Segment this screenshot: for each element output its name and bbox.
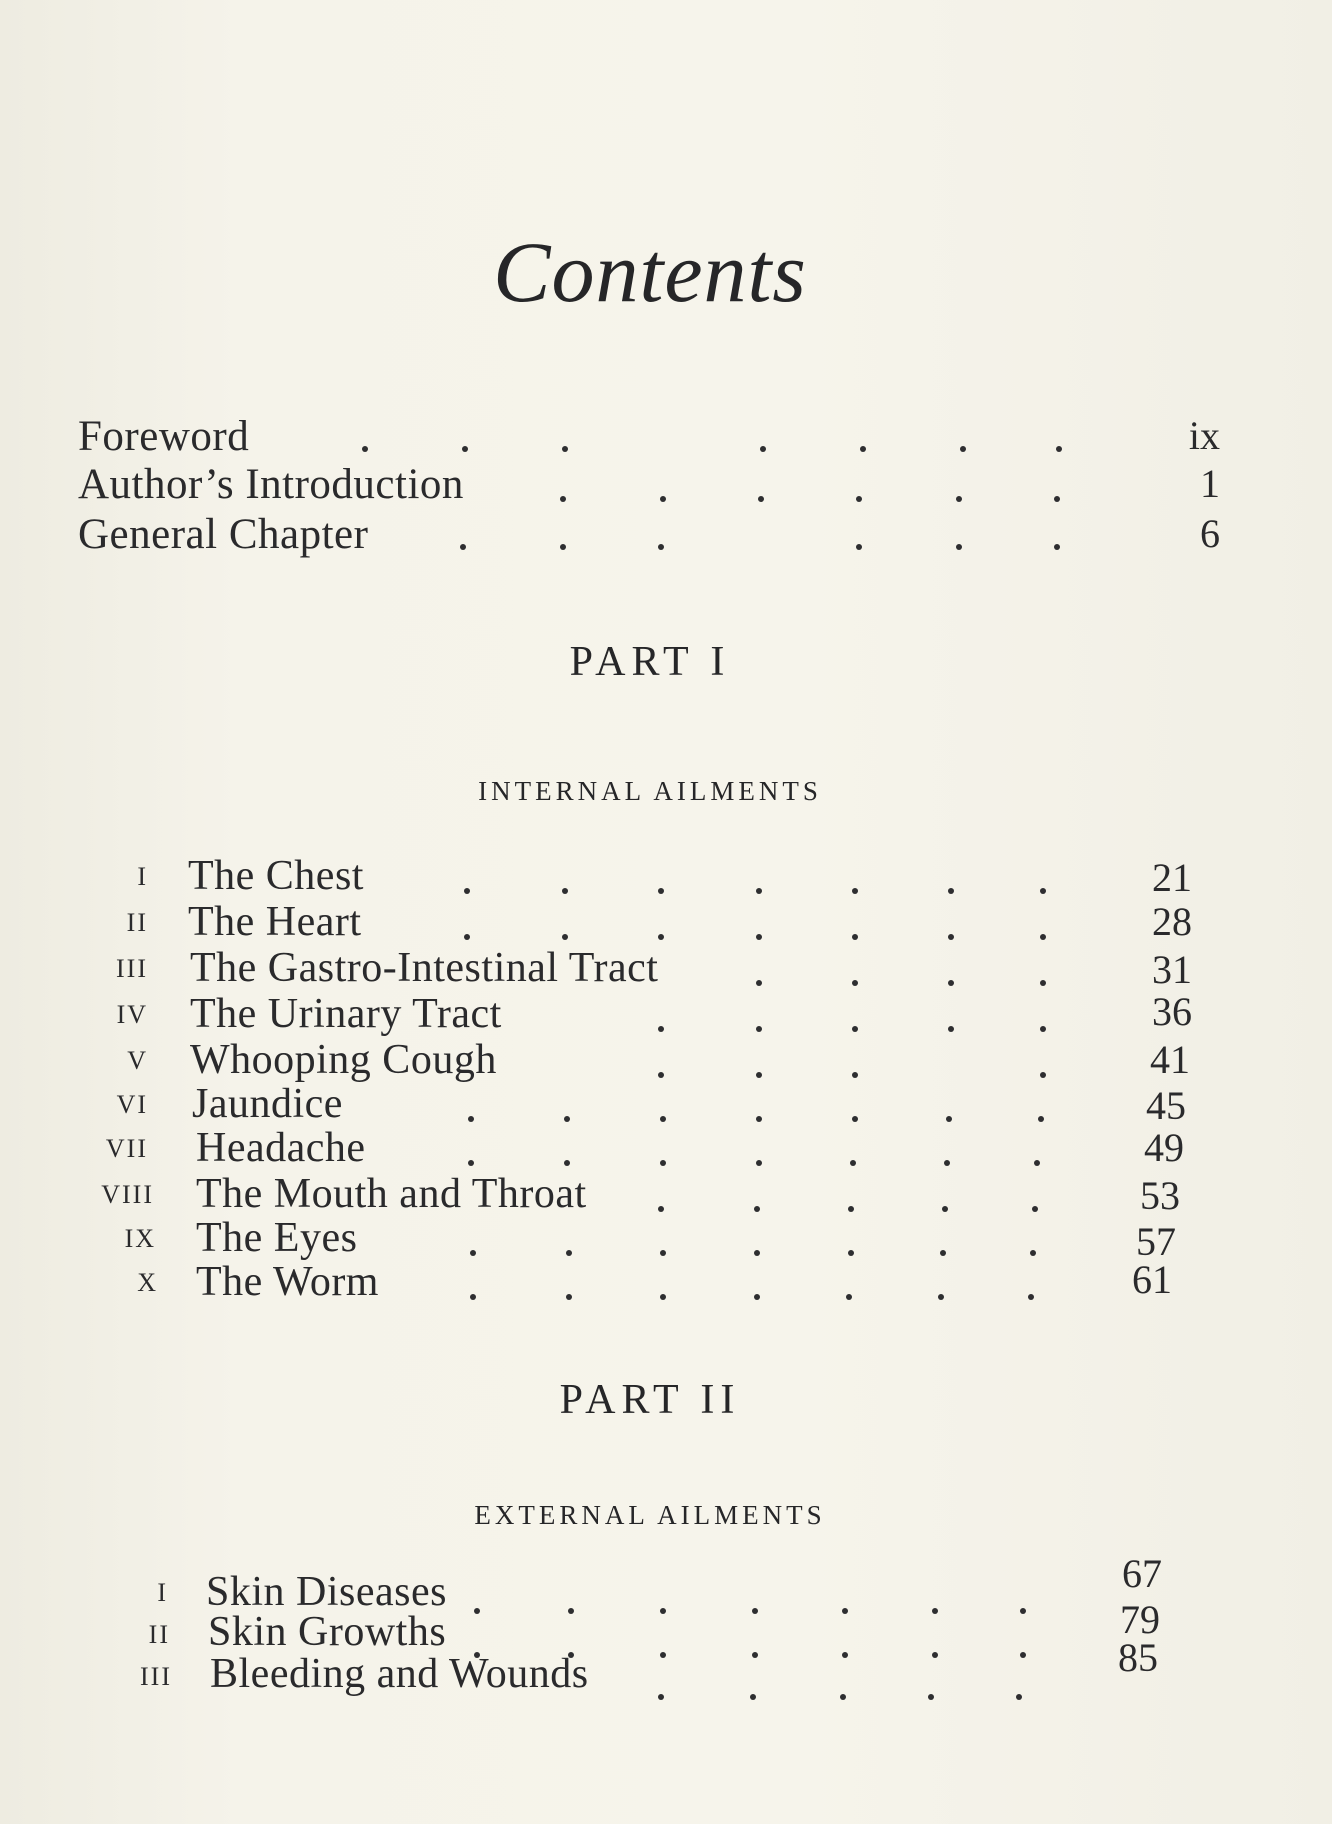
leader-dot [1040,888,1046,894]
section-heading: INTERNAL AILMENTS [478,776,822,806]
leader-dot [756,1026,762,1032]
leader-dot [1040,1072,1046,1078]
leader-dot [758,496,764,502]
leader-dot [1040,980,1046,986]
leader-dot [660,1250,666,1256]
leader-dot [470,1294,476,1300]
leader-dot [660,1294,666,1300]
leader-dot [860,446,866,452]
leader-dot [562,888,568,894]
leader-dot [566,1294,572,1300]
leader-dot [658,934,664,940]
chapter-number: IV [116,1000,148,1029]
entry-page-number: 45 [1146,1083,1186,1128]
chapter-number: II [126,908,148,937]
leader-dot [1016,1694,1022,1700]
toc-entry[interactable] [0,898,1300,948]
leader-dot [852,1026,858,1032]
entry-page-number: 79 [1120,1597,1160,1642]
leader-dot [750,1694,756,1700]
entry-title: Jaundice [192,1081,343,1127]
leader-dot [566,1250,572,1256]
part-heading: PART I [569,639,731,685]
leader-dot [960,446,966,452]
leader-dot [852,980,858,986]
leader-dot [658,1026,664,1032]
leader-dot [940,1250,946,1256]
leader-dot [852,1072,858,1078]
chapter-number: II [148,1620,170,1649]
leader-dot [1054,544,1060,550]
entry-page-number: 57 [1136,1219,1176,1264]
leader-dot [658,1206,664,1212]
entry-page-number: 21 [1152,855,1192,900]
toc-entry[interactable] [0,412,1300,462]
toc-entry[interactable] [0,1080,1300,1130]
leader-dot [1032,1206,1038,1212]
section-heading: EXTERNAL AILMENTS [474,1500,826,1530]
chapter-number: VI [116,1090,148,1119]
leader-dot [944,1160,950,1166]
leader-dot [948,980,954,986]
leader-dot [560,496,566,502]
leader-dot [848,1250,854,1256]
leader-dot [938,1294,944,1300]
leader-dot [468,1160,474,1166]
leader-dot [852,934,858,940]
leader-dot [754,1294,760,1300]
toc-entry[interactable] [0,852,1300,902]
leader-dot [562,446,568,452]
entry-page-number: 31 [1152,947,1192,992]
leader-dot [852,1116,858,1122]
leader-dot [948,888,954,894]
leader-dot [948,934,954,940]
entry-page-number: 67 [1122,1551,1162,1596]
leader-dot [756,980,762,986]
leader-dot [1040,934,1046,940]
leader-dot [756,1072,762,1078]
leader-dot [1038,1116,1044,1122]
chapter-number: III [116,954,148,983]
toc-entry[interactable] [0,990,1300,1040]
entry-page-number: 6 [1200,511,1220,556]
toc-entry[interactable] [0,460,1300,510]
leader-dot [1056,446,1062,452]
entry-title: The Heart [188,899,362,945]
entry-title: Whooping Cough [190,1037,497,1083]
entry-title: Foreword [78,413,250,460]
entry-title: The Eyes [196,1215,358,1261]
leader-dot [852,888,858,894]
leader-dot [462,446,468,452]
page-title: Contents [493,224,807,320]
leader-dot [362,446,368,452]
leader-dot [840,1694,846,1700]
entry-title: The Mouth and Throat [196,1171,587,1217]
entry-title: The Gastro-Intestinal Tract [190,945,659,991]
leader-dot [856,496,862,502]
entry-title: The Urinary Tract [190,991,502,1037]
chapter-number: I [157,1578,168,1607]
chapter-number: V [127,1046,148,1075]
leader-dot [756,1116,762,1122]
leader-dot [948,1026,954,1032]
leader-dot [470,1250,476,1256]
toc-entry[interactable] [0,944,1300,994]
entry-page-number: 53 [1140,1173,1180,1218]
leader-dot [658,1072,664,1078]
leader-dot [756,934,762,940]
entry-page-number: ix [1188,413,1220,458]
leader-dot [850,1160,856,1166]
entry-page-number: 36 [1152,989,1192,1034]
entry-title: General Chapter [78,511,369,558]
leader-dot [658,888,664,894]
leader-dot [1028,1294,1034,1300]
toc-entry[interactable] [0,1170,1300,1220]
leader-dot [756,888,762,894]
leader-dot [660,1160,666,1166]
leader-dot [760,446,766,452]
leader-dot [564,1160,570,1166]
chapter-number: VIII [101,1180,154,1209]
leader-dot [756,1160,762,1166]
chapter-number: I [137,862,148,891]
leader-dot [564,1116,570,1122]
chapter-number: X [137,1268,158,1297]
leader-dot [846,1294,852,1300]
leader-dot [658,1694,664,1700]
leader-dot [464,888,470,894]
entry-title: Skin Growths [208,1609,447,1655]
toc-entry[interactable] [0,1124,1300,1174]
leader-dot [942,1206,948,1212]
entry-page-number: 85 [1118,1635,1158,1680]
leader-dot [660,496,666,502]
leader-dot [658,544,664,550]
toc-entry[interactable] [0,1258,1300,1308]
entry-title: Headache [196,1125,366,1171]
toc-entry[interactable] [0,510,1300,560]
leader-dot [468,1116,474,1122]
chapter-number: VII [105,1134,148,1163]
leader-dot [754,1250,760,1256]
part-heading: PART II [559,1377,741,1423]
toc-entry[interactable] [0,1635,1300,1700]
leader-dot [464,934,470,940]
entry-page-number: 1 [1200,461,1220,506]
leader-dot [1034,1160,1040,1166]
entry-page-number: 41 [1150,1037,1190,1082]
leader-dot [848,1206,854,1212]
entry-page-number: 28 [1152,899,1192,944]
leader-dot [1054,496,1060,502]
entry-title: The Worm [196,1259,379,1305]
chapter-number: III [140,1662,172,1691]
entry-title: Skin Diseases [206,1569,447,1615]
leader-dot [560,544,566,550]
entry-title: Author’s Introduction [78,461,464,508]
entry-page-number: 61 [1132,1257,1172,1302]
leader-dot [660,1116,666,1122]
entry-page-number: 49 [1144,1125,1184,1170]
leader-dot [562,934,568,940]
leader-dot [856,544,862,550]
leader-dot [1040,1026,1046,1032]
entry-title: The Chest [188,853,364,899]
leader-dot [1030,1250,1036,1256]
leader-dot [946,1116,952,1122]
leader-dot [956,544,962,550]
chapter-number: IX [124,1224,156,1253]
leader-dot [956,496,962,502]
toc-entry[interactable] [0,1036,1300,1086]
leader-dot [754,1206,760,1212]
entry-title: Bleeding and Wounds [210,1651,589,1697]
leader-dot [928,1694,934,1700]
leader-dot [460,544,466,550]
